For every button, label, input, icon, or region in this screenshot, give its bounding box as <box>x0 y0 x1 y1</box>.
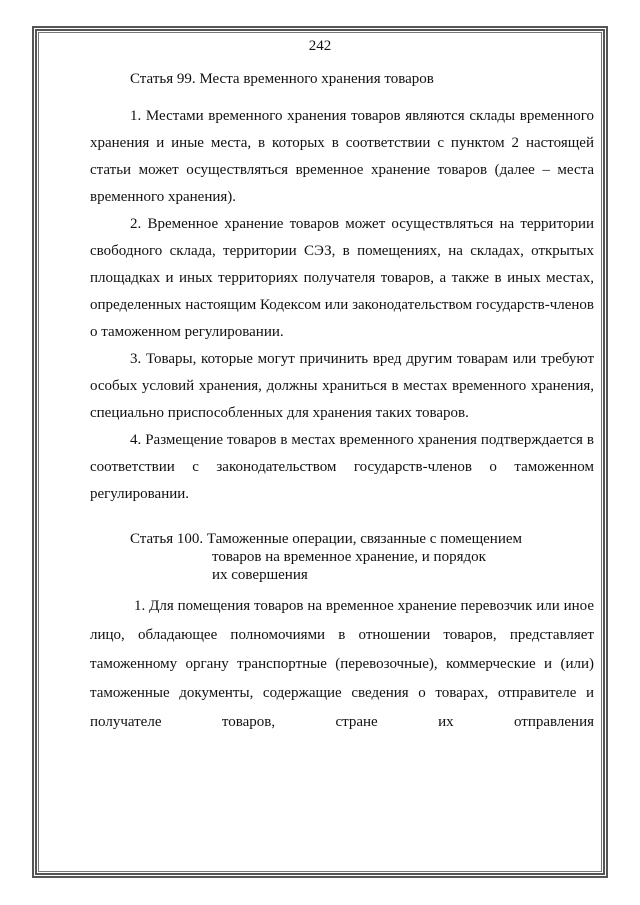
article-99-paragraph-2: 2. Временное хранение товаров может осуществляться на территории свободного склада, территории СЭЗ, в помещениях, на складах, открытых площадках и иных территориях получателя товаров, а также в иных местах, определенных настоящим Кодексом или законодательством государств-членов о таможенном регулировании. <box>90 216 594 340</box>
article-99-paragraph-1: 1. Местами временного хранения товаров являются склады временного хранения и иные места, в которых в соответствии с пунктом 2 настоящей статьи может осуществляться временное хранение товаров (далее – места временного хранения). <box>90 108 594 205</box>
article-99-title: Статья 99. Места временного хранения товаров <box>130 71 434 87</box>
article-100-title <box>90 530 594 584</box>
article-100-paragraph-1: 1. Для помещения товаров на временное хранение перевозчик или иное лицо, обладающее полномочиями в отношении товаров, представляет таможенному органу транспортные (перевозочные), коммерческие и (или) таможенные документы, содержащие сведения о товарах, отправителе и получателе товаров, стране их отправления <box>90 598 594 730</box>
article-100-title-line-1: Статья 100. Таможенные операции, связанные с помещением <box>130 531 522 547</box>
page-number: 242 <box>308 38 332 54</box>
article-99-paragraph-3: 3. Товары, которые могут причинить вред другим товарам или требуют особых условий хранения, должны храниться в местах временного хранения, специально приспособленных для хранения таких товаров. <box>90 351 594 421</box>
article-100-title-line-3: их совершения <box>212 567 308 583</box>
article-99-paragraph-4: 4. Размещение товаров в местах временного хранения подтверждается в соответствии с законодательством государств-членов о таможенном регулировании. <box>90 432 594 502</box>
document-body <box>90 66 594 737</box>
article-100-title-line-2: товаров на временное хранение, и порядок <box>212 549 486 565</box>
